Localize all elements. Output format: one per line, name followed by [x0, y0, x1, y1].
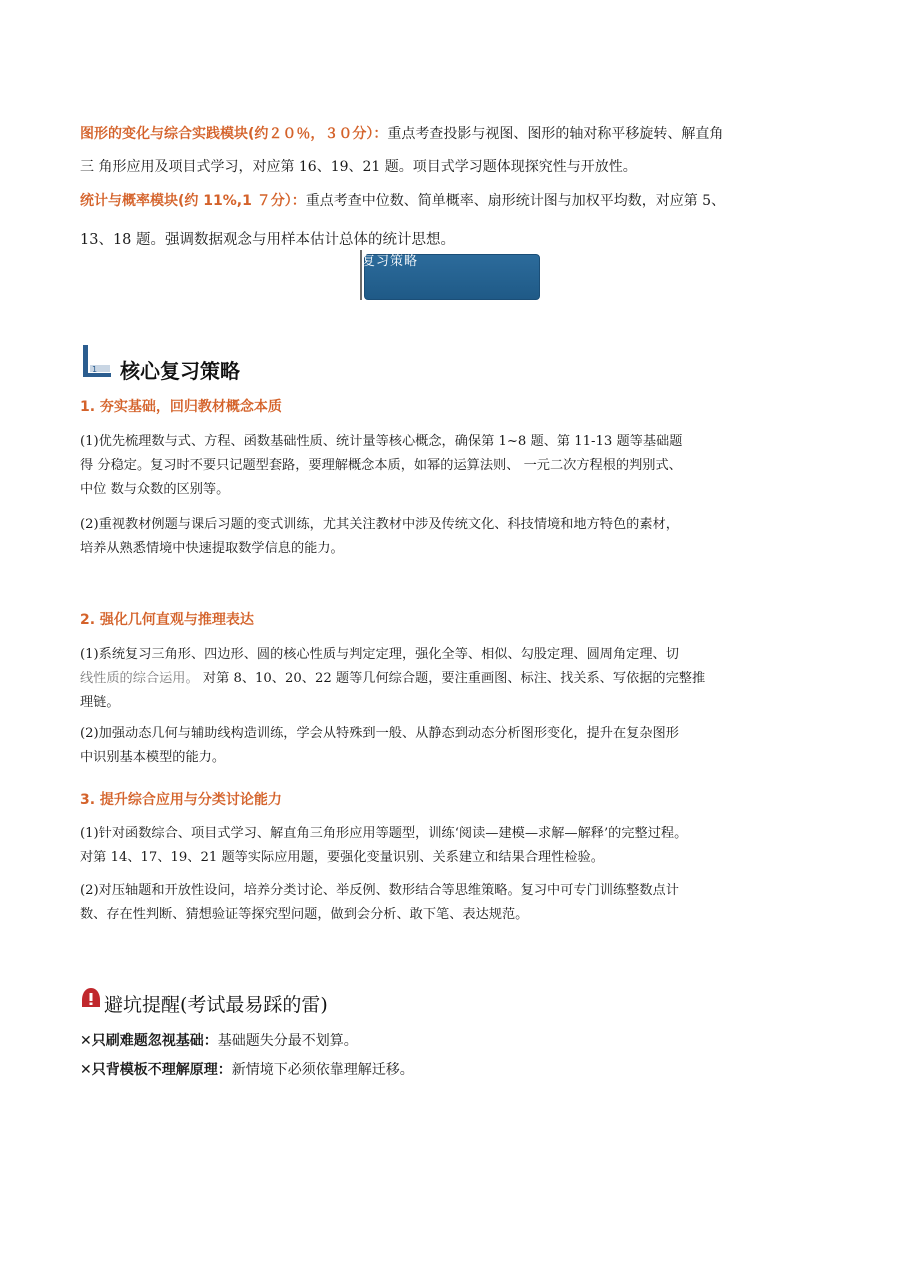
section-3-p2-line-2: 数、存在性判断、猜想验证等探究型问题，做到会分析、敢下笔、表达规范。	[80, 907, 529, 922]
warning-item-1-text: 基础题失分最不划算。	[217, 1033, 358, 1049]
section-1-title: 1. 夯实基础，回归教材概念本质	[80, 399, 282, 415]
section-2-p1-line-2: 线性质的综合运用。 对第 8、10、20、22 题等几何综合题，要注重画图、标注、找关系、写依据的完整推	[80, 671, 706, 686]
section-3-p1-line-2: 对第 14、17、19、21 题等实际应用题，要强化变量识别、关系建立和结果合理性检验。	[80, 850, 604, 865]
section-3-title: 3. 提升综合应用与分类讨论能力	[80, 792, 282, 808]
intro-line-4: 13、18 题。强调数据观念与用样本估计总体的统计思想。	[80, 232, 456, 248]
cross-icon: ✕	[80, 1033, 92, 1049]
module-label-statistics: 统计与概率模块(约 11%,1 ７分）：	[80, 193, 306, 209]
warning-item-2-text: 新情境下必须依靠理解迁移。	[231, 1062, 414, 1078]
warning-heading: 避坑提醒(考试最易踩的雷)	[104, 994, 328, 1016]
section-1-para-2	[80, 513, 825, 561]
section-1-p2-line-2: 培养从熟悉情境中快速提取数学信息的能力。	[80, 541, 344, 556]
section-2-title: 2. 强化几何直观与推理表达	[80, 612, 254, 628]
section-3-para-2	[80, 879, 825, 927]
cross-icon: ✕	[80, 1062, 92, 1078]
section-1-para-1	[80, 430, 825, 502]
review-strategy-banner	[360, 250, 540, 300]
section-3-p2-line-1: (2)对压轴题和开放性设问，培养分类讨论、举反例、数形结合等思维策略。复习中可专门训练整数点计	[80, 883, 679, 898]
section-2-p1-line-1: (1)系统复习三角形、四边形、圆的核心性质与判定定理，强化全等、相似、勾股定理、圆周角定理、切	[80, 647, 679, 662]
warning-item-2	[80, 1059, 414, 1079]
module-text-statistics: 重点考查中位数、简单概率、扇形统计图与加权平均数，对应第 5、	[305, 193, 726, 209]
module-label-geometry: 图形的变化与综合实践模块(约２０％，３０分）：	[80, 126, 388, 142]
intro-line-1	[80, 124, 723, 144]
warning-item-2-label: 只背模板不理解原理：	[91, 1062, 232, 1078]
section-1-p1-line-3: 中位 数与众数的区别等。	[80, 482, 230, 497]
section-1-p1-line-1: (1)优先梳理数与式、方程、函数基础性质、统计量等核心概念，确保第 1~8 题、第 11-13 题等基础题	[80, 434, 683, 449]
module-text-geometry: 重点考查投影与视图、图形的轴对称平移旋转、解直角	[387, 126, 724, 142]
flag-number-icon	[80, 343, 114, 379]
intro-line-3	[80, 191, 725, 211]
section-2-p2-line-1: (2)加强动态几何与辅助线构造训练，学会从特殊到一般、从静态到动态分析图形变化，提升在复杂图形	[80, 726, 679, 741]
section-3-p1-line-1: (1)针对函数综合、项目式学习、解直角三角形应用等题型，训练‘阅读—建模—求解—解释’的完整过程。	[80, 826, 688, 841]
section-1-p2-line-1: (2)重视教材例题与课后习题的变式训练，尤其关注教材中涉及传统文化、科技情境和地方特色的素材，	[80, 517, 679, 532]
warning-item-1	[80, 1030, 358, 1050]
section-2-p1-line-3: 理链。	[80, 695, 120, 710]
section-2-para-2	[80, 722, 825, 770]
section-2-gray-text: 线性质的综合运用。	[80, 671, 199, 686]
section-2-para-1	[80, 643, 825, 715]
intro-line-2: 三 角形应用及项目式学习，对应第 16、19、21 题。项目式学习题体现探究性与开放性。	[80, 159, 637, 175]
core-strategy-heading: 核心复习策略	[120, 359, 240, 383]
section-2-p2-line-2: 中识别基本模型的能力。	[80, 750, 226, 765]
warning-item-1-label: 只刷难题忽视基础：	[91, 1033, 218, 1049]
section-3-para-1	[80, 822, 825, 870]
warning-icon	[80, 986, 102, 1010]
section-1-p1-line-2: 得 分稳定。复习时不要只记题型套路，要理解概念本质，如幂的运算法则、 一元二次方程根的判别式、	[80, 458, 682, 473]
svg-text:1: 1	[92, 365, 98, 374]
banner-text: 复习策略	[362, 254, 419, 269]
